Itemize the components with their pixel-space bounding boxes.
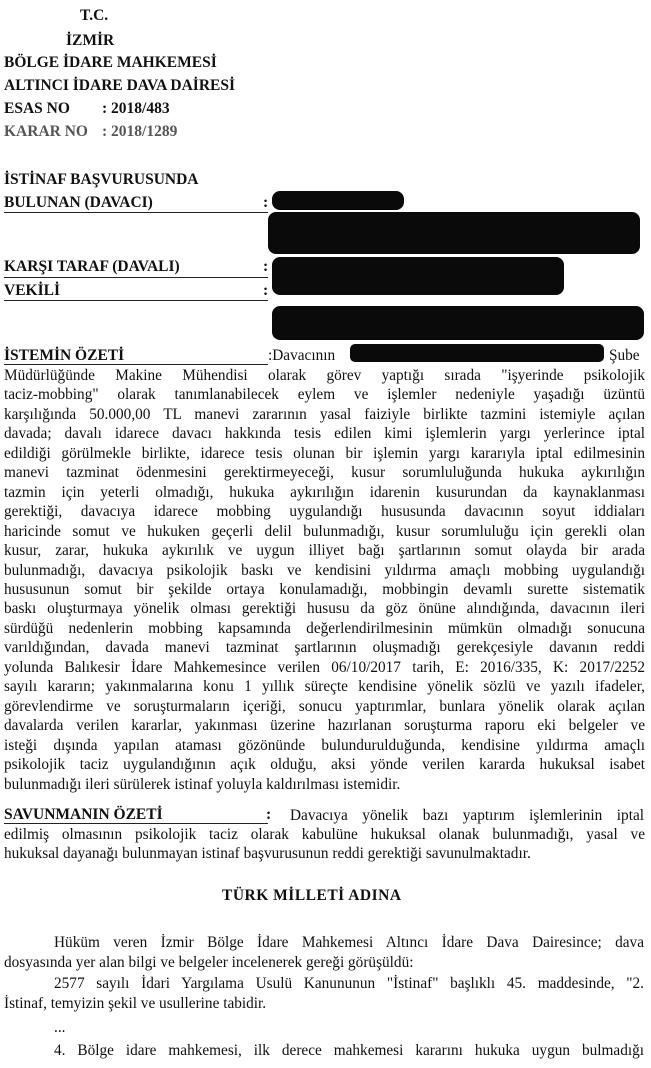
applicant-label-1: İSTİNAF BAŞVURUSUNDA xyxy=(4,171,199,188)
redaction-respondent xyxy=(272,257,564,295)
attorney-underline xyxy=(4,300,268,301)
istemin-line: isteği dışında yapılan ataması gözönünde bulundurulduğunda, kendisine yıldırma amaçlı xyxy=(4,736,645,754)
verdict-line-5: 4. Bölge idare mahkemesi, ilk derece mahkemesi kararını hukuka uygun bulmadığı xyxy=(54,1042,644,1059)
verdict-title: TÜRK MİLLETİ ADINA xyxy=(222,887,402,904)
savunma-line: hukuksal dayanağı bulunmayan istinaf başvurusunun reddi gerektiği savunulmaktadır. xyxy=(4,845,531,863)
applicant-underline xyxy=(4,212,268,213)
savunma-label: SAVUNMANIN ÖZETİ xyxy=(4,806,163,823)
istemin-colon-text: :Davacının xyxy=(268,347,336,364)
istemin-sube: Şube xyxy=(609,347,640,364)
redaction-attorney xyxy=(272,306,644,340)
istemin-line: tazmin için yeterli olmadığı, hukuka aykırılığın idarenin kusurundan da kaynaklanması xyxy=(4,483,645,501)
redaction-applicant-name xyxy=(272,191,404,210)
istemin-line: Müdürlüğünde Makine Mühendisi olarak görev yaptığı sırada "işyerinde psikolojik xyxy=(4,367,645,384)
applicant-colon: : xyxy=(263,194,269,211)
istemin-line: gerektiği, davacıya idarece mobbing uygulandığı hususunda davacının soyut iddiaları xyxy=(4,503,645,521)
istemin-line: taciz-mobbing" olarak tanımlanabilecek eylem ve işlemler nedeniyle yaşadığı üzüntü xyxy=(4,386,645,404)
respondent-label: KARŞI TARAF (DAVALI) xyxy=(4,258,180,275)
redaction-applicant-address xyxy=(268,212,640,254)
respondent-colon: : xyxy=(263,258,269,275)
savunma-first: Davacıya yönelik bazı yaptırım işlemlerinin iptal xyxy=(290,807,644,824)
verdict-line-0: Hüküm veren İzmir Bölge İdare Mahkemesi Altıncı İdare Dava Dairesince; dava xyxy=(54,934,644,951)
karar-value: : 2018/1289 xyxy=(102,123,178,140)
karar-label: KARAR NO xyxy=(4,123,88,140)
header-chamber: ALTINCI İDARE DAVA DAİRESİ xyxy=(4,77,236,94)
istemin-line: psikolojik taciz uygulandığının açık olduğu, aksi yönde verilen kararda hukuksal isabet xyxy=(4,756,645,774)
savunma-underline xyxy=(4,823,268,824)
istemin-line: bulunmadığı, davacıya psikolojik baskı ve kendisini yıldırma amaçlı mobbing uygulandığı xyxy=(4,561,645,579)
attorney-label: VEKİLİ xyxy=(4,282,60,299)
verdict-line-3: İstinaf, temyizin şekil ve usullerine tabidir. xyxy=(4,995,267,1012)
savunma-colon: : xyxy=(266,806,272,823)
verdict-line-1: dosyasında yer alan bilgi ve belgeler incelenerek gereği görüşüldü: xyxy=(4,954,414,971)
savunma-line: edilmiş olmasının psikolojik taciz olarak kabulüne hukuksal olanak bulunmadığı, yasal ve xyxy=(4,826,645,843)
respondent-underline xyxy=(4,277,268,278)
istemin-paragraph xyxy=(4,366,645,794)
istemin-line: manevi tazminat ödenmesini gerektirmeyeceği, kusur sorumluluğunda hukuka aykırılığın xyxy=(4,464,645,482)
verdict-line-4: ... xyxy=(54,1019,66,1036)
istemin-line: sayılı kararın; yakınmalarına konu 1 yıllık süreçte kendisine yönelik sözlü ve yazılı ifadeler, xyxy=(4,678,645,696)
verdict-line-2: 2577 sayılı İdari Yargılama Usulü Kanununun "İstinaf" başlıklı 45. maddesinde, "2. xyxy=(54,975,644,992)
istemin-line: karşılığında 50.000,00 TL manevi zararının yasal faiziyle birlikte tazmini istemiyle açılan xyxy=(4,405,645,423)
istemin-line: edildiği görülmekle birlikte, idarece tesis olunan bir işlemin yargı kararıyla iptal edilmesinin xyxy=(4,444,645,462)
applicant-label-2: BULUNAN (DAVACI) xyxy=(4,194,153,211)
istemin-underline xyxy=(4,364,268,365)
esas-label: ESAS NO xyxy=(4,100,70,117)
istemin-line: hususunun somut bir şekilde ortaya konulamadığı, mobbingin devamlı surette sistematik xyxy=(4,580,645,598)
istemin-line: görevlendirme ve soruşturmaların içeriği, sonucu yaptırımlar, bunlara yönelik olarak açılan xyxy=(4,697,645,715)
istemin-line: kusur, zarar, hukuka aykırılık ve uygun illiyet bağı şartlarının somut olayda bir arada xyxy=(4,542,645,560)
header-tc: T.C. xyxy=(80,7,109,24)
esas-value: : 2018/483 xyxy=(102,100,170,117)
header-city: İZMİR xyxy=(66,32,115,49)
istemin-line: bulunmadığı ileri sürülerek istinaf yoluyla kaldırılması istemidir. xyxy=(4,775,401,793)
istemin-line: baskı oluşturmaya yönelik olması gerektiği hususu da göz önüne alındığında, davacının ileri xyxy=(4,600,645,618)
savunma-paragraph xyxy=(4,825,645,864)
redaction-istemin-office xyxy=(350,344,604,362)
istemin-line: yolunda Balıkesir İdare Mahkemesince verilen 06/10/2017 tarih, E: 2016/335, K: 2017/2252 xyxy=(4,658,645,676)
istemin-label: İSTEMİN ÖZETİ xyxy=(4,347,125,364)
istemin-line: haricinde somut ve hukuken geçerli delil bulunmadığı, kusur sorumluluğu için gerekli olan xyxy=(4,522,645,540)
istemin-line: davalarda verilen kararlar, yakınması üzerine hazırlanan soruşturma raporu eki belgeler ve xyxy=(4,717,645,735)
istemin-line: davada; davalı idarece davacı hakkında tesis edilen kimi işlemlerin yargı yerlerince iptal xyxy=(4,425,645,443)
attorney-colon: : xyxy=(263,282,269,299)
header-court: BÖLGE İDARE MAHKEMESİ xyxy=(4,54,217,71)
istemin-line: sürdüğü nedenlerin mobbing kapsamında değerlendirilmesinin mümkün olmadığı sonucuna xyxy=(4,619,645,637)
istemin-line: varıldığından, davada manevi tazminat şartlarının oluşmadığı gerekçesiyle davanın reddi xyxy=(4,639,645,657)
